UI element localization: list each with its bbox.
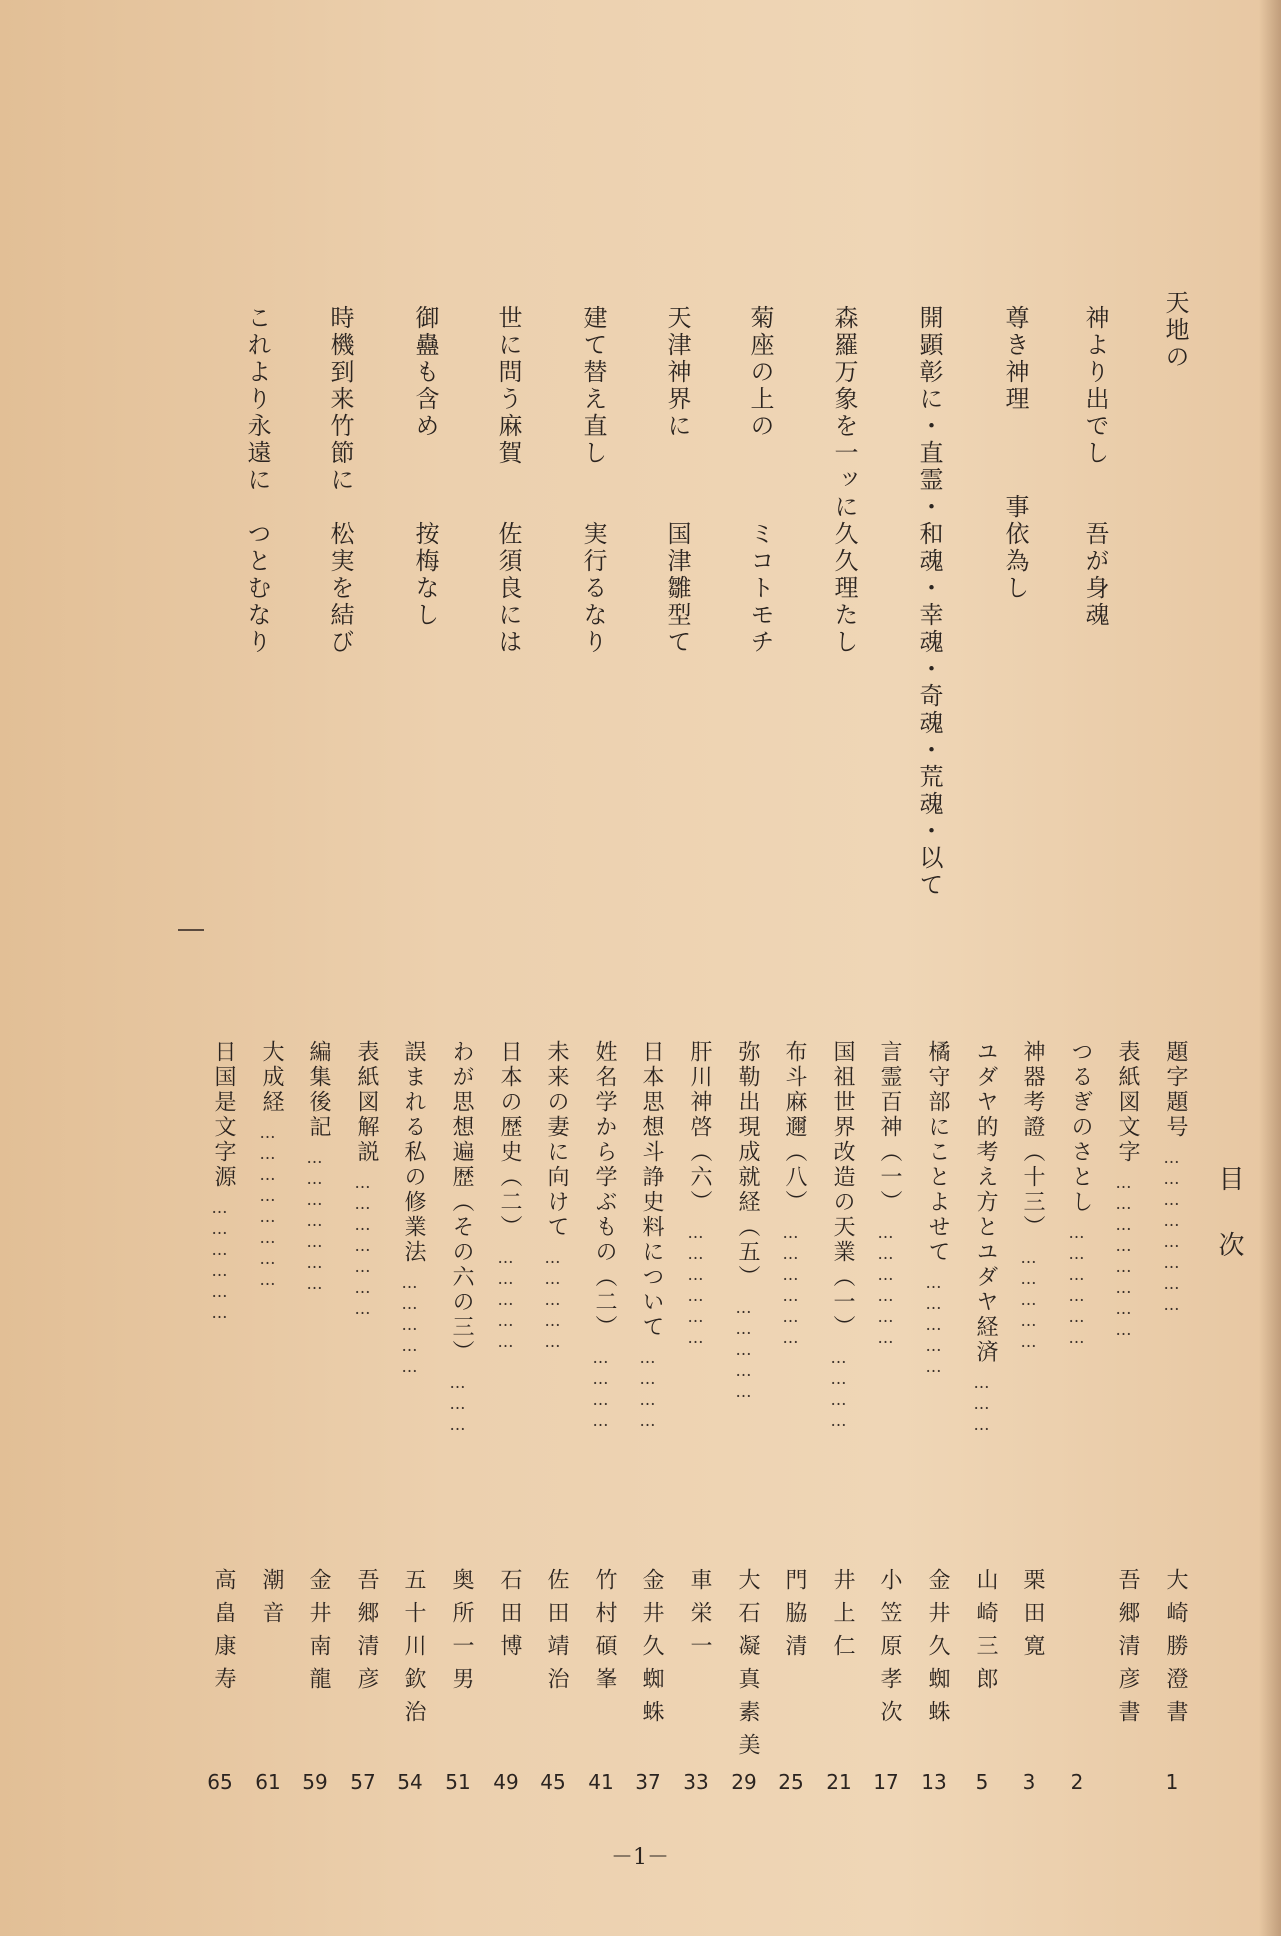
toc-entry-leader-dots: ……………	[543, 1248, 562, 1353]
toc-entry-author: 奥所一男	[449, 1568, 474, 1700]
toc-entry-title: 弥勒出現成就経（五）	[735, 1040, 760, 1290]
toc-entry-author: 門脇清	[782, 1568, 807, 1667]
poem-line: 時機到来竹節に 松実を結び	[326, 305, 354, 656]
toc-entry-leader-dots: ……………	[400, 1273, 419, 1378]
toc-entry-author: 大石凝真素美	[735, 1568, 760, 1766]
toc-entry-leader-dots: …………	[829, 1348, 848, 1432]
toc-entry-leader-dots: ………………	[210, 1198, 229, 1324]
toc-entry-title: 未来の妻に向けて	[544, 1040, 569, 1240]
toc-entry-author: 潮音	[259, 1568, 284, 1634]
toc-entry-leader-dots: ……………	[924, 1273, 943, 1378]
toc-entry-page: 54	[397, 1770, 423, 1794]
toc-entry-author: 大崎勝澄書	[1163, 1568, 1188, 1733]
toc-entry-author: 佐田靖治	[544, 1568, 569, 1700]
toc-entry-author: 車栄一	[687, 1568, 712, 1667]
toc-entry-page: 21	[826, 1770, 852, 1794]
poem-line: 天地の	[1161, 290, 1189, 371]
page-spine-shadow	[1259, 0, 1281, 1936]
toc-entry-leader-dots: ……………………	[1114, 1173, 1133, 1341]
toc-entry-title: 表紙図解説	[354, 1040, 379, 1165]
toc-entry-page: 61	[255, 1770, 281, 1794]
toc-entry-leader-dots: …………………	[305, 1148, 324, 1295]
toc-entry-author: 山崎三郎	[973, 1568, 998, 1700]
toc-entry-title: 姓名学から学ぶもの（二）	[592, 1040, 617, 1340]
toc-entry-author: 吾郷清彦書	[1115, 1568, 1140, 1733]
toc-entry-title: 橘守部にことよせて	[925, 1040, 950, 1265]
toc-entry-author: 高畠康寿	[211, 1568, 236, 1700]
toc-entry-author: 竹村碩峯	[592, 1568, 617, 1700]
toc-entry-title: 日本の歴史（二）	[497, 1040, 522, 1240]
toc-entry-page: 49	[493, 1770, 519, 1794]
poem-line: これより永遠に つとむなり	[243, 305, 271, 656]
toc-entry-author: 井上仁	[830, 1568, 855, 1667]
toc-entry-page: 59	[302, 1770, 328, 1794]
poem-line: 天津神界に 国津雛型て	[663, 305, 691, 656]
toc-entry-leader-dots: ………………	[876, 1223, 895, 1349]
toc-entry-leader-dots: ……………	[734, 1298, 753, 1403]
toc-entry-page: 1	[1165, 1770, 1179, 1794]
toc-entry-page: 57	[350, 1770, 376, 1794]
toc-entry-author: 吾郷清彦	[354, 1568, 379, 1700]
toc-entry-title: ユダヤ的考え方とユダヤ経済	[973, 1040, 998, 1365]
toc-entry-title: 布斗麻邇（八）	[782, 1040, 807, 1215]
toc-entry-leader-dots: ……………………	[1162, 1148, 1181, 1316]
toc-entry-leader-dots: …………………	[353, 1173, 372, 1320]
toc-entry-author: 石田博	[497, 1568, 522, 1667]
toc-entry-page: 13	[921, 1770, 947, 1794]
toc-entry-leader-dots: ………………	[686, 1223, 705, 1349]
toc-entry-page: 17	[873, 1770, 899, 1794]
poem-line: 森羅万象を一ッに久久理たし	[830, 305, 858, 656]
poem-line: 開顕彰に・直霊・和魂・幸魂・奇魂・荒魂・以て	[915, 305, 943, 899]
toc-entry-title: 肝川神啓（六）	[687, 1040, 712, 1215]
toc-entry-author: 小笠原孝次	[877, 1568, 902, 1733]
poem-line: 菊座の上の ミコトモチ	[746, 305, 774, 656]
toc-entry-page: 25	[778, 1770, 804, 1794]
toc-entry-author: 栗田寛	[1020, 1568, 1045, 1667]
toc-entry-leader-dots: ……………………	[258, 1123, 277, 1291]
toc-entry-title: 誤まれる私の修業法	[401, 1040, 426, 1265]
toc-entry-leader-dots: ………	[972, 1373, 991, 1436]
toc-entry-page: 65	[207, 1770, 233, 1794]
toc-entry-title: 日国是文字源	[211, 1040, 236, 1190]
toc-entry-page: 5	[975, 1770, 989, 1794]
toc-entry-author: 金井久蜘蛛	[639, 1568, 664, 1733]
toc-entry-title: 表紙図文字	[1115, 1040, 1140, 1165]
toc-entry-title: 大成経	[259, 1040, 284, 1115]
poem-line: 建て替え直し 実行るなり	[579, 305, 607, 656]
toc-entry-page: 33	[683, 1770, 709, 1794]
toc-entry-title: 編集後記	[306, 1040, 331, 1140]
toc-entry-title: 題字題号	[1163, 1040, 1188, 1140]
toc-entry-leader-dots: …………	[591, 1348, 610, 1432]
toc-entry-page: 41	[588, 1770, 614, 1794]
toc-entry-page: 3	[1022, 1770, 1036, 1794]
poem-line: 神より出でし 吾が身魂	[1081, 305, 1109, 629]
toc-entry-title: つるぎのさとし	[1068, 1040, 1093, 1215]
toc-entry-title: 日本思想斗諍史料について	[639, 1040, 664, 1340]
toc-entry-leader-dots: …………	[638, 1348, 657, 1432]
toc-entry-leader-dots: ………………	[1067, 1223, 1086, 1349]
poem-line: 御蠱も含め 按梅なし	[411, 305, 439, 629]
toc-entry-author: 金井久蜘蛛	[925, 1568, 950, 1733]
toc-entry-leader-dots: ………………	[781, 1223, 800, 1349]
poem-line: 尊き神理 事依為し	[1001, 305, 1029, 602]
ink-mark	[178, 929, 204, 931]
poem-line: 世に問う麻賀 佐須良には	[494, 305, 522, 656]
toc-entry-page: 37	[635, 1770, 661, 1794]
toc-entry-page: 2	[1070, 1770, 1084, 1794]
toc-entry-page: 51	[445, 1770, 471, 1794]
toc-entry-leader-dots: ………	[448, 1373, 467, 1436]
toc-entry-page: 45	[540, 1770, 566, 1794]
toc-entry-title: 言霊百神（一）	[877, 1040, 902, 1215]
page-number: －1－	[611, 1845, 669, 1870]
toc-entry-author: 五十川欽治	[401, 1568, 426, 1733]
toc-entry-page: 29	[731, 1770, 757, 1794]
toc-heading: 目次	[1214, 1165, 1244, 1297]
toc-entry-leader-dots: ……………	[496, 1248, 515, 1353]
toc-entry-title: 神器考證（十三）	[1020, 1040, 1045, 1240]
toc-entry-leader-dots: ……………	[1019, 1248, 1038, 1353]
toc-entry-author: 金井南龍	[306, 1568, 331, 1700]
toc-entry-title: わが思想遍歴（その六の三）	[449, 1040, 474, 1365]
toc-entry-title: 国祖世界改造の天業（一）	[830, 1040, 855, 1340]
